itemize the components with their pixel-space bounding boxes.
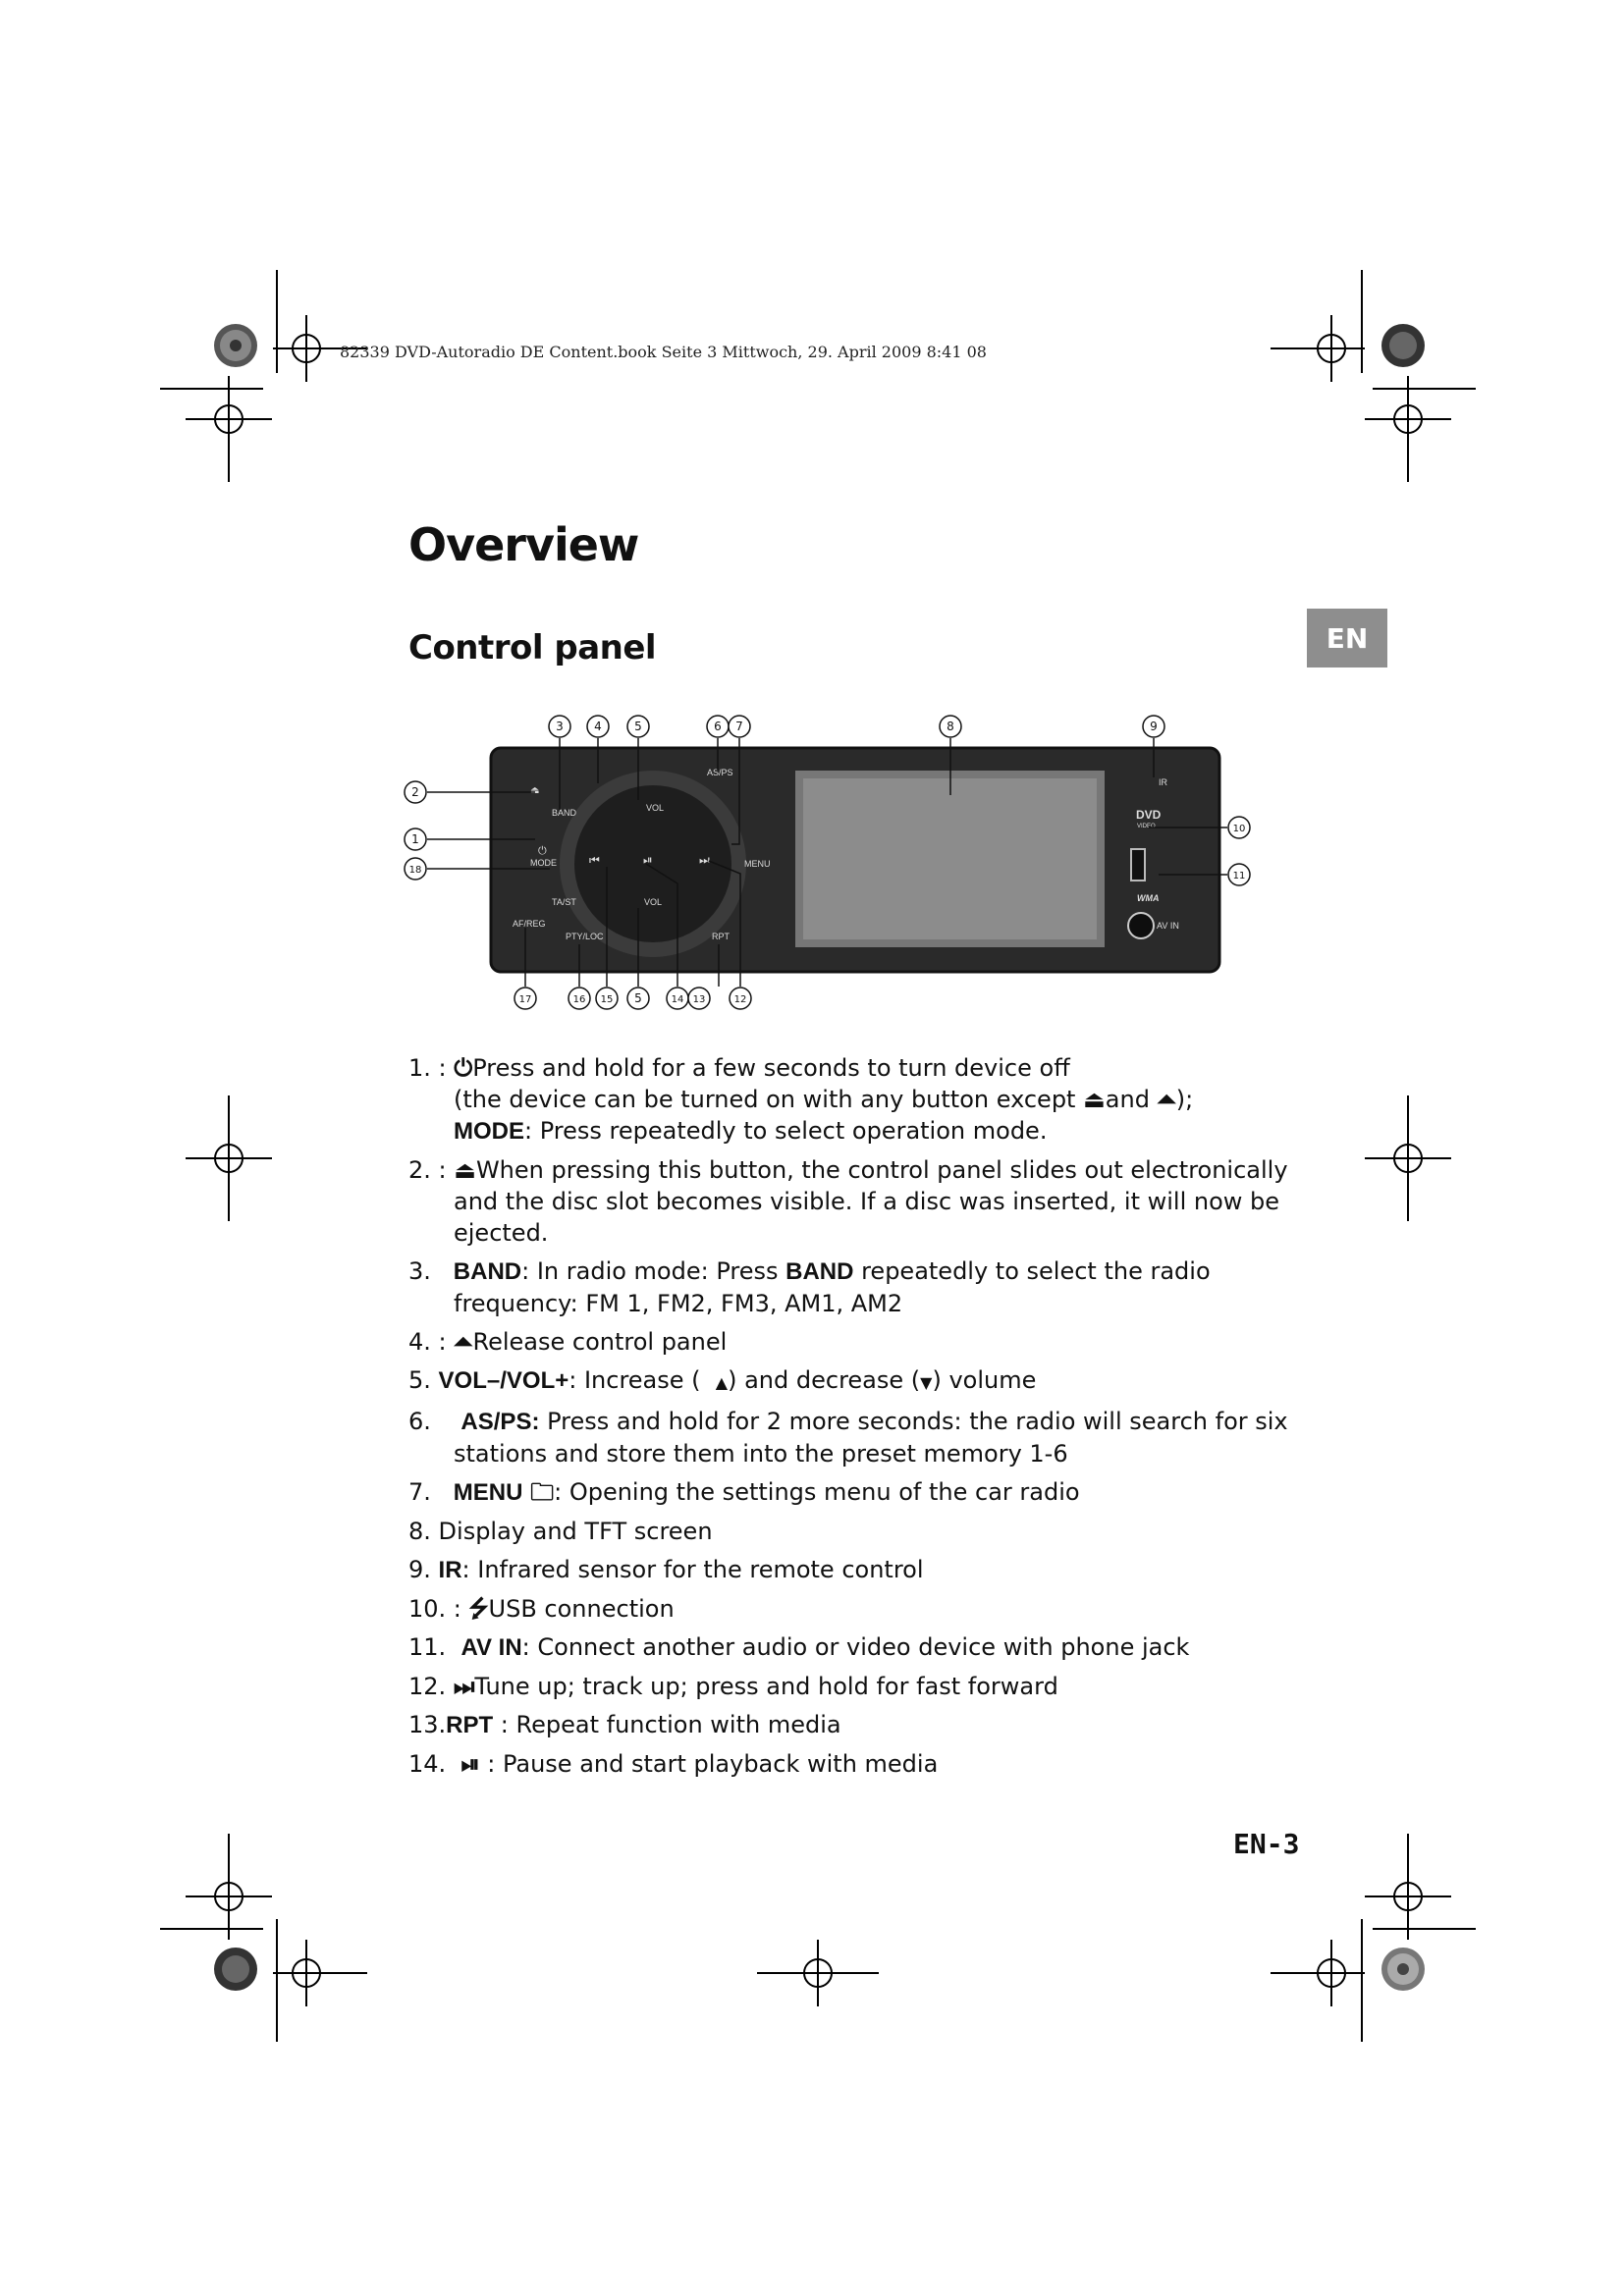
ptyloc-label: PTY/LOC	[566, 932, 604, 941]
release-icon: ⏶	[1157, 1086, 1176, 1113]
callout-6: 6	[714, 720, 722, 733]
callout-2: 2	[411, 785, 419, 799]
asps-label: AS/PS	[707, 768, 733, 777]
list-item: 12. ⏭Tune up; track up; press and hold for fast forward	[408, 1673, 1058, 1700]
afreg-label: AF/REG	[513, 919, 546, 929]
list-item: 14. ⏯ : Pause and start playback with media	[408, 1750, 939, 1778]
folder-icon: 🗀	[530, 1478, 555, 1506]
list-item: 2. : ⏏When pressing this button, the control panel slides out electronically and the disc slot becomes visible. If a disc was inserted, it will now be ejected.	[408, 1156, 1288, 1247]
ir-label: IR	[1159, 777, 1167, 787]
callout-11: 11	[1232, 871, 1246, 881]
list-item: 6. AS/PS: Press and hold for 2 more seconds: the radio will search for six stations and store them into the preset memory 1-6	[408, 1408, 1288, 1468]
menu-label: MENU	[744, 859, 771, 869]
list-item: 9. IR: Infrared sensor for the remote control	[408, 1556, 924, 1583]
list-item: 10. : ⭍USB connection	[408, 1595, 675, 1623]
print-header: 82339 DVD-Autoradio DE Content.book Seite 3 Mittwoch, 29. April 2009 8:41 08	[340, 343, 987, 361]
list-item: 4. : ⏶Release control panel	[408, 1328, 728, 1356]
callout-7: 7	[735, 720, 743, 733]
video-label: VIDEO	[1137, 824, 1156, 829]
callout-9: 9	[1150, 720, 1158, 733]
list-item: 11. AV IN: Connect another audio or video device with phone jack	[408, 1633, 1190, 1661]
release-icon: ⏶	[454, 1328, 473, 1356]
page-title: Overview	[408, 518, 639, 571]
callout-18: 18	[408, 865, 422, 876]
play-pause-icon: ⏯	[460, 1750, 480, 1778]
triangle-down-icon: ▼	[920, 1373, 933, 1392]
callout-10: 10	[1232, 824, 1246, 834]
callout-8: 8	[947, 720, 954, 733]
usb-port	[1131, 849, 1145, 881]
control-panel-figure	[393, 687, 1276, 1041]
mode-label: MODE	[530, 858, 557, 868]
callout-16: 16	[572, 994, 586, 1005]
tast-label: TA/ST	[552, 897, 576, 907]
list-item: 1. : ⏻Press and hold for a few seconds to turn device off (the device can be turned on with any button except ⏏and ⏶); MODE: Press repeatedly to select operation mode.	[408, 1054, 1194, 1145]
wma-label: WMA	[1137, 893, 1160, 903]
page-number: EN-3	[1233, 1828, 1300, 1860]
triangle-up-icon: ▲	[715, 1373, 729, 1392]
callout-15: 15	[600, 994, 614, 1005]
vol-down-label: VOL	[644, 897, 663, 907]
avin-label: AV IN	[1157, 921, 1179, 931]
callout-4: 4	[594, 720, 602, 733]
eject-icon: ⏏	[530, 785, 540, 796]
next-track-icon: ⏭	[453, 1673, 475, 1700]
play-pause-icon: ⏯	[643, 853, 653, 867]
rpt-label: RPT	[712, 932, 730, 941]
callout-1: 1	[411, 832, 419, 846]
callout-13: 13	[692, 994, 706, 1005]
eject-icon: ⏏	[454, 1156, 476, 1184]
callout-5-bottom: 5	[634, 991, 642, 1005]
list-item: 7. MENU 🗀: Opening the settings menu of the car radio	[408, 1478, 1080, 1506]
eject-icon: ⏏	[1083, 1086, 1106, 1113]
list-item: 3. BAND: In radio mode: Press BAND repeatedly to select the radio frequency: FM 1, FM2, FM3, AM1, AM2	[408, 1257, 1211, 1317]
section-title: Control panel	[408, 628, 657, 667]
callout-14: 14	[671, 994, 684, 1005]
list-item: 8. Display and TFT screen	[408, 1518, 713, 1545]
callout-5-top: 5	[634, 720, 642, 733]
overview-list	[408, 1052, 1292, 1787]
power-icon: ⏻	[538, 844, 547, 857]
list-item: 5. VOL–/VOL+: Increase ( ▲) and decrease (▼) volume	[408, 1364, 1292, 1399]
dvd-label: DVD	[1136, 808, 1162, 822]
callout-12: 12	[733, 994, 747, 1005]
av-in-jack	[1128, 913, 1154, 938]
prev-icon: ⏮	[589, 853, 600, 867]
power-icon: ⏻	[454, 1054, 473, 1082]
list-item: 13.RPT : Repeat function with media	[408, 1711, 841, 1738]
language-tab: EN	[1307, 609, 1387, 667]
next-icon: ⏭	[699, 853, 710, 867]
usb-icon: ⭍	[468, 1595, 489, 1623]
band-label: BAND	[552, 808, 577, 818]
callout-3: 3	[556, 720, 564, 733]
vol-up-label: VOL	[646, 803, 665, 813]
callout-17: 17	[518, 994, 532, 1005]
